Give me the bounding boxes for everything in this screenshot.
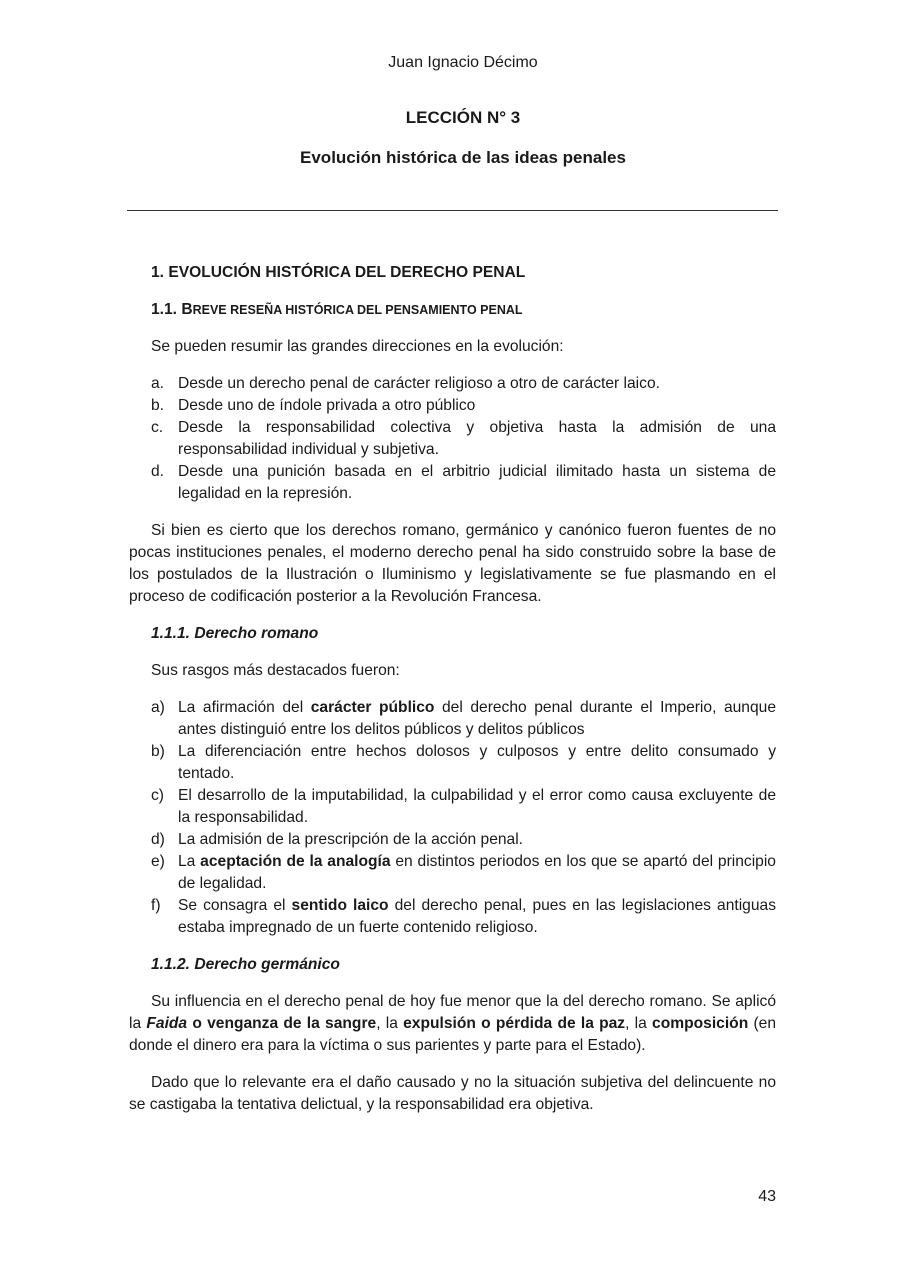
text-run-bold: expulsión o pérdida de la paz xyxy=(403,1015,626,1032)
text-run: , la xyxy=(376,1015,404,1032)
roman-law-list xyxy=(129,697,776,939)
list-item xyxy=(129,741,776,785)
list-text: El desarrollo de la imputabilidad, la culpabilidad y el error como causa excluyente de la responsabilidad. xyxy=(178,787,776,826)
list-marker: b) xyxy=(151,743,165,760)
list-marker: e) xyxy=(151,853,165,870)
list-marker: a. xyxy=(151,375,165,392)
list-marker: c) xyxy=(151,787,164,804)
roman-law-heading: 1.1.1. Derecho romano xyxy=(151,625,319,642)
list-text: La admisión de la prescripción de la acción penal. xyxy=(178,831,524,848)
lesson-title: LECCIÓN N° 3 xyxy=(405,108,521,127)
subsection-number: 1.1. B xyxy=(151,301,193,318)
directions-intro: Se pueden resumir las grandes direcciones en la evolución: xyxy=(151,338,564,355)
list-marker: a) xyxy=(151,699,165,716)
list-text: La diferenciación entre hechos dolosos y culposos y entre delito consumado y tentado. xyxy=(178,743,776,782)
directions-list xyxy=(129,373,776,505)
list-text-bold: carácter público xyxy=(310,699,435,716)
list-marker: c. xyxy=(151,419,164,436)
list-item xyxy=(129,829,776,851)
subsection-heading xyxy=(129,299,776,321)
lesson-subtitle: Evolución histórica de las ideas penales xyxy=(300,148,626,167)
list-item xyxy=(129,373,776,395)
list-text-bold: sentido laico xyxy=(291,897,389,914)
list-text: La afirmación del xyxy=(178,699,311,716)
list-item xyxy=(129,785,776,829)
list-text: Desde la responsabilidad colectiva y objetiva hasta la admisión de una responsabilidad individual y subjetiva. xyxy=(178,419,776,458)
text-run: , la xyxy=(625,1015,653,1032)
list-item xyxy=(129,895,776,939)
list-marker: d) xyxy=(151,831,165,848)
list-item xyxy=(129,697,776,741)
list-text: Desde un derecho penal de carácter religioso a otro de carácter laico. xyxy=(178,375,660,392)
header-divider xyxy=(127,210,778,211)
list-text: del derecho penal, pues en las legislaciones antiguas estaba impregnado de un fuerte contenido religioso. xyxy=(178,897,776,936)
germanic-law-heading: 1.1.2. Derecho germánico xyxy=(151,956,340,973)
page-number: 43 xyxy=(758,1188,776,1205)
subsection-title-smallcaps: REVE RESEÑA HISTÓRICA DEL PENSAMIENTO PENAL xyxy=(192,303,523,317)
body-paragraph: Dado que lo relevante era el daño causado y no la situación subjetiva del delincuente no se castigaba la tentativa delictual, y la responsabilidad era objetiva. xyxy=(129,1074,776,1113)
body-paragraph: Si bien es cierto que los derechos romano, germánico y canónico fueron fuentes de no pocas instituciones penales, el moderno derecho penal ha sido construido sobre la base de los postulados de la Ilustración o Iluminismo y legislativamente se fue plasmando en el proceso de codificación posterior a la Revolución Francesa. xyxy=(129,522,776,605)
section-heading: 1. EVOLUCIÓN HISTÓRICA DEL DERECHO PENAL xyxy=(151,264,526,281)
list-marker: f) xyxy=(151,897,161,914)
list-text: Desde una punición basada en el arbitrio judicial ilimitado hasta un sistema de legalidad en la represión. xyxy=(178,463,776,502)
text-run-bold: composición xyxy=(652,1015,749,1032)
document-body xyxy=(129,262,776,1131)
list-item xyxy=(129,395,776,417)
list-text-bold: aceptación de la analogía xyxy=(200,853,391,870)
text-run: (en donde el dinero era para la víctima o sus parientes y parte para el Estado). xyxy=(129,1015,777,1054)
list-marker: b. xyxy=(151,397,165,414)
list-item xyxy=(129,461,776,505)
text-run-bold: o venganza de la sangre xyxy=(187,1015,377,1032)
list-item xyxy=(129,851,776,895)
list-text: La xyxy=(178,853,201,870)
list-marker: d. xyxy=(151,463,165,480)
text-run: Su influencia en el derecho penal de hoy fue menor que la del derecho romano. Se aplicó la xyxy=(129,993,776,1032)
list-text: en distintos periodos en los que se apartó del principio de legalidad. xyxy=(178,853,776,892)
list-text: Desde uno de índole privada a otro público xyxy=(178,397,476,414)
list-text: del derecho penal durante el Imperio, aunque antes distinguió entre los delitos públicos y delitos públicos xyxy=(178,699,776,738)
text-run-bold-italic: Faida xyxy=(146,1015,188,1032)
list-item xyxy=(129,417,776,461)
list-text: Se consagra el xyxy=(178,897,292,914)
body-paragraph xyxy=(129,991,776,1057)
author-header: Juan Ignacio Décimo xyxy=(388,54,538,71)
roman-law-intro: Sus rasgos más destacados fueron: xyxy=(151,662,400,679)
